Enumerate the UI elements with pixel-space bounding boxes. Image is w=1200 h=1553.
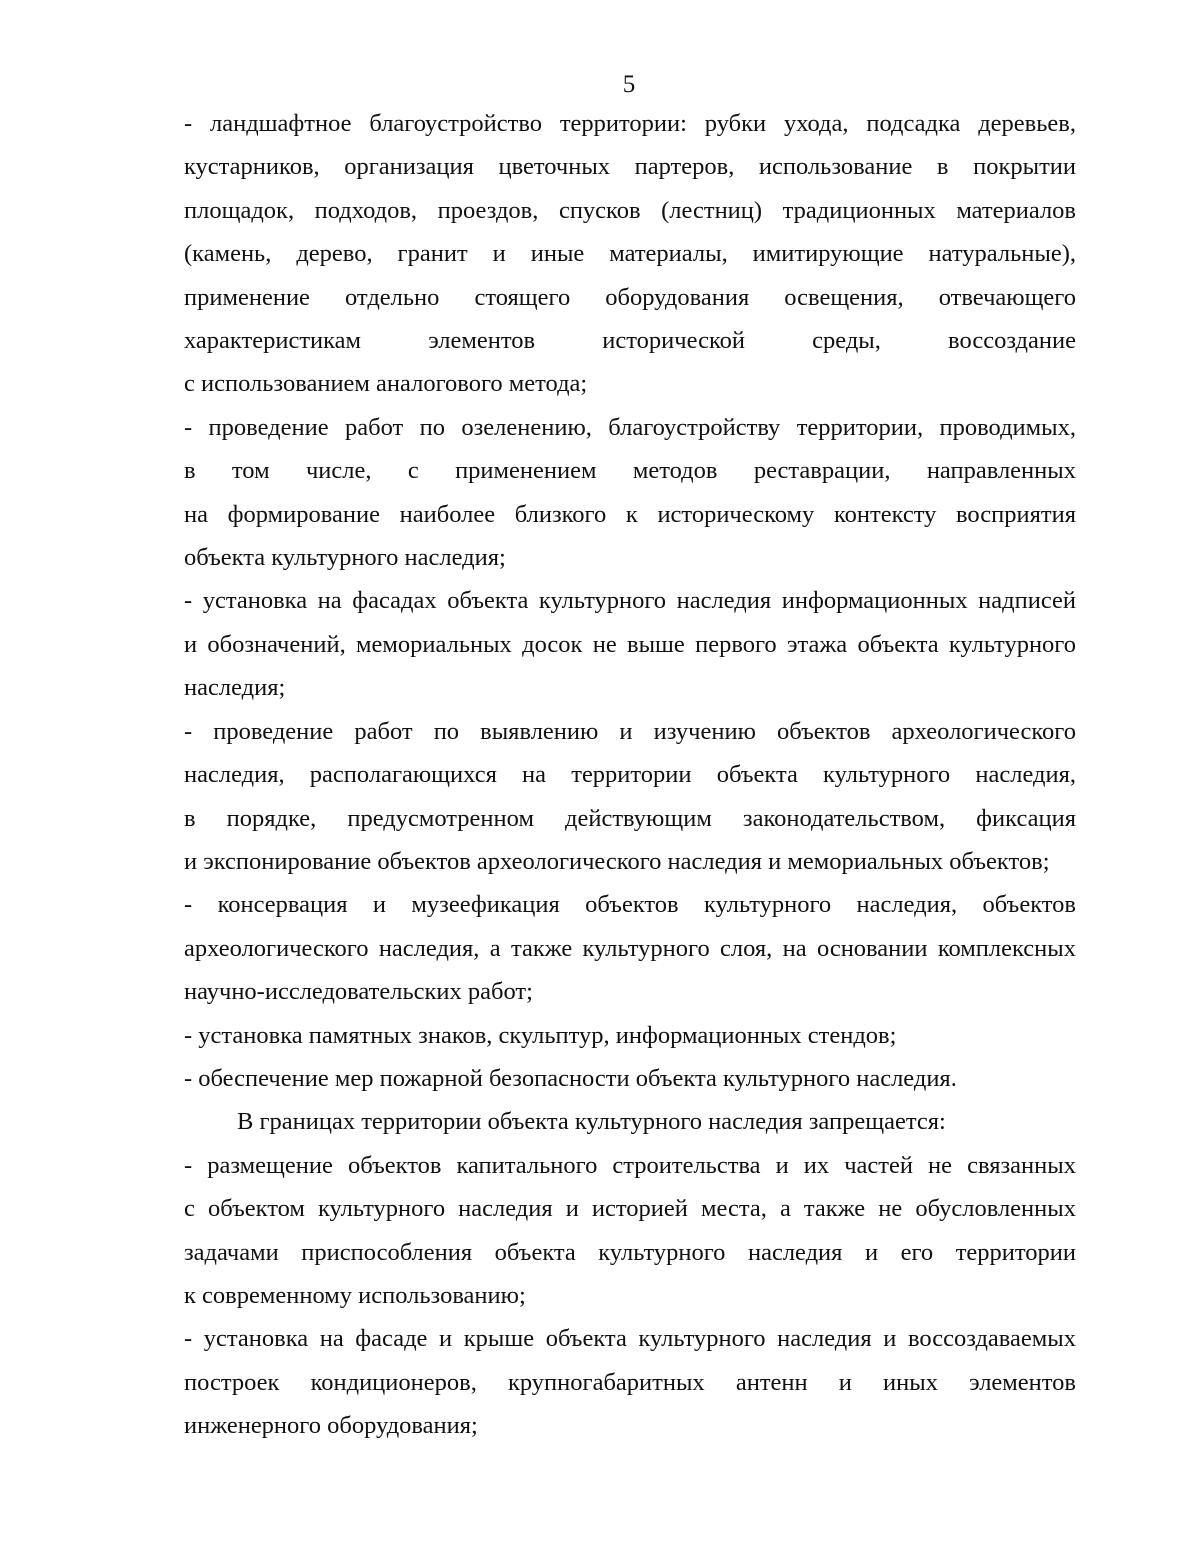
text-line: - установка на фасаде и крыше объекта культурного наследия и воссоздаваемых bbox=[184, 1325, 1076, 1353]
text-line: археологического наследия, а также культурного слоя, на основании комплексных bbox=[184, 934, 1076, 962]
text-line: наследия; bbox=[184, 674, 286, 702]
paragraph bbox=[184, 710, 1076, 884]
text-line: - проведение работ по озеленению, благоустройству территории, проводимых, bbox=[184, 413, 1076, 441]
paragraph bbox=[184, 883, 1076, 1013]
text-line: - ландшафтное благоустройство территории: рубки ухода, подсадка деревьев, bbox=[184, 110, 1076, 137]
text-line: характеристикам элементов исторической среды, воссоздание bbox=[184, 327, 1076, 355]
text-line: построек кондиционеров, крупногабаритных антенн и иных элементов bbox=[184, 1368, 1076, 1396]
text-line: - установка на фасадах объекта культурного наследия информационных надписей bbox=[184, 587, 1076, 615]
text-line: - консервация и музеефикация объектов культурного наследия, объектов bbox=[184, 891, 1076, 919]
text-line: научно-исследовательских работ; bbox=[184, 978, 533, 1006]
text-line: в порядке, предусмотренном действующим законодательством, фиксация bbox=[184, 804, 1076, 832]
text-line: к современному использованию; bbox=[184, 1281, 526, 1309]
text-line: площадок, подходов, проездов, спусков (лестниц) традиционных материалов bbox=[184, 196, 1076, 224]
text-line: (камень, дерево, гранит и иные материалы, имитирующие натуральные), bbox=[184, 240, 1076, 268]
text-line: - установка памятных знаков, скульптур, информационных стендов; bbox=[184, 1021, 897, 1049]
text-line: и обозначений, мемориальных досок не выше первого этажа объекта культурного bbox=[184, 630, 1076, 658]
paragraph bbox=[184, 1014, 1076, 1057]
paragraph bbox=[184, 406, 1076, 580]
document-body bbox=[184, 102, 1076, 1448]
text-line: на формирование наиболее близкого к историческому контексту восприятия bbox=[184, 500, 1076, 528]
text-line: кустарников, организация цветочных партеров, использование в покрытии bbox=[184, 153, 1076, 181]
paragraph bbox=[184, 1057, 1076, 1100]
text-line: - размещение объектов капитального строительства и их частей не связанных bbox=[184, 1151, 1076, 1179]
text-line: с объектом культурного наследия и историей места, а также не обусловленных bbox=[184, 1195, 1076, 1223]
text-line: с использованием аналогового метода; bbox=[184, 370, 588, 398]
page-number: 5 bbox=[622, 71, 636, 98]
text-line: В границах территории объекта культурного наследия запрещается: bbox=[237, 1108, 946, 1136]
paragraph bbox=[184, 1317, 1076, 1447]
paragraph bbox=[184, 1100, 1076, 1143]
text-line: - проведение работ по выявлению и изучению объектов археологического bbox=[184, 717, 1076, 745]
text-line: наследия, располагающихся на территории объекта культурного наследия, bbox=[184, 761, 1076, 789]
text-line: и экспонирование объектов археологического наследия и мемориальных объектов; bbox=[184, 847, 1050, 875]
paragraph bbox=[184, 102, 1076, 406]
text-line: объекта культурного наследия; bbox=[184, 544, 506, 572]
text-line: применение отдельно стоящего оборудования освещения, отвечающего bbox=[184, 283, 1076, 311]
text-line: - обеспечение мер пожарной безопасности объекта культурного наследия. bbox=[184, 1064, 957, 1092]
paragraph bbox=[184, 1144, 1076, 1318]
text-line: задачами приспособления объекта культурного наследия и его территории bbox=[184, 1238, 1076, 1266]
text-line: в том числе, с применением методов реставрации, направленных bbox=[184, 457, 1076, 485]
text-line: инженерного оборудования; bbox=[184, 1412, 478, 1440]
paragraph bbox=[184, 579, 1076, 709]
